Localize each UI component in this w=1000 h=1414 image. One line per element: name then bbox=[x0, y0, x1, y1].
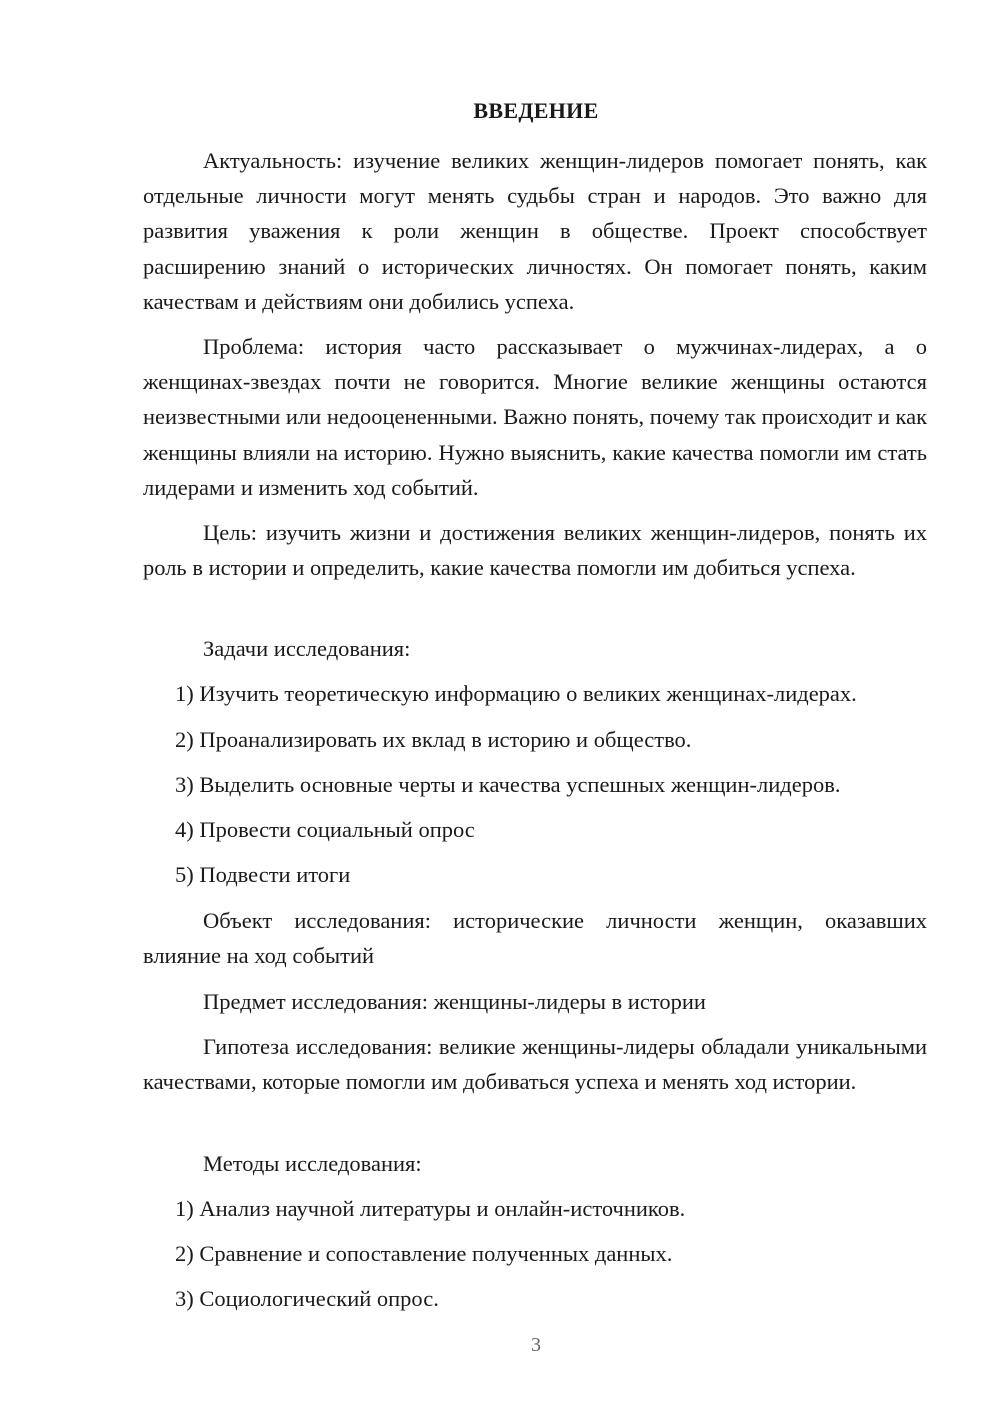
task-item: 3) Выделить основные черты и качества успешных женщин-лидеров. bbox=[175, 772, 841, 797]
task-item: 4) Провести социальный опрос bbox=[175, 817, 475, 842]
method-item: 3) Социологический опрос. bbox=[175, 1286, 439, 1311]
page-number: 3 bbox=[531, 1334, 541, 1356]
goal-paragraph: Цель: изучить жизни и достижения великих женщин-лидеров, понять их роль в истории и определить, какие качества помогли им добиться успеха. bbox=[143, 520, 927, 581]
page-title: ВВЕДЕНИЕ bbox=[473, 98, 599, 123]
hypothesis-paragraph: Гипотеза исследования: великие женщины-лидеры обладали уникальными качествами, которые помогли им добиваться успеха и менять ход истории. bbox=[143, 1034, 927, 1095]
object-paragraph: Объект исследования: исторические личности женщин, оказавших влияние на ход событий bbox=[143, 908, 927, 969]
problem-paragraph: Проблема: история часто рассказывает о мужчинах-лидерах, а о женщинах-звездах почти не говорится. Многие великие женщины остаются неизвестными или недооцененными. Важно понять, почему так происходит и как женщины влияли на историю. Нужно выяснить, какие качества помогли им стать лидерами и изменить ход событий. bbox=[143, 334, 927, 500]
relevance-paragraph: Актуальность: изучение великих женщин-лидеров помогает понять, как отдельные личности могут менять судьбы стран и народов. Это важно для развития уважения к роли женщин в обществе. Проект способствует расширению знаний о исторических личностях. Он помогает понять, каким качествам и действиям они добились успеха. bbox=[143, 148, 927, 314]
method-item: 2) Сравнение и сопоставление полученных данных. bbox=[175, 1241, 673, 1266]
task-item: 2) Проанализировать их вклад в историю и общество. bbox=[175, 727, 692, 752]
method-item: 1) Анализ научной литературы и онлайн-источников. bbox=[175, 1196, 686, 1221]
methods-heading: Методы исследования: bbox=[203, 1151, 422, 1176]
task-item: 1) Изучить теоретическую информацию о великих женщинах-лидерах. bbox=[175, 681, 857, 706]
task-item: 5) Подвести итоги bbox=[175, 862, 351, 887]
tasks-heading: Задачи исследования: bbox=[203, 636, 411, 661]
subject-paragraph: Предмет исследования: женщины-лидеры в истории bbox=[203, 989, 706, 1014]
